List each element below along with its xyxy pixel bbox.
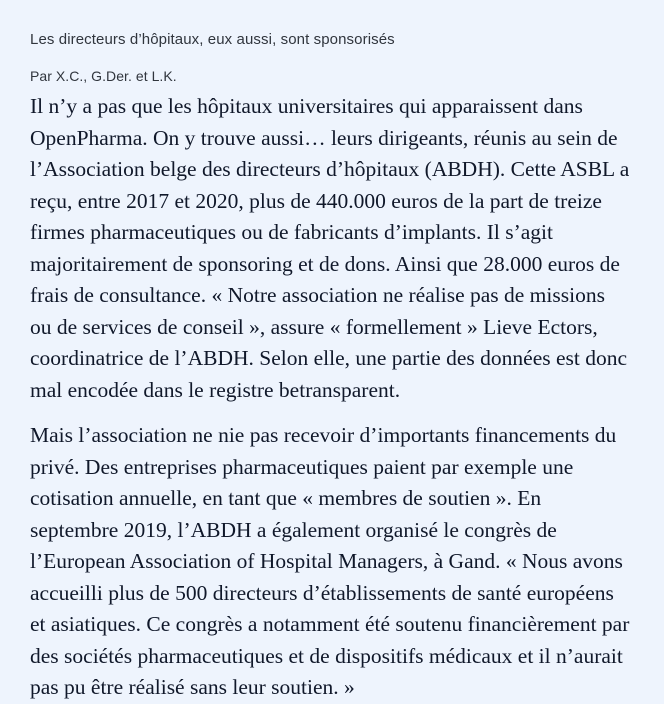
article-paragraph: Il n’y a pas que les hôpitaux universitaires qui apparaissent dans OpenPharma. On y trouve aussi… leurs dirigeants, réunis au sein de l’Association belge des directeurs d’hôpitaux (ABDH). Cette ASBL a reçu, entre 2017 et 2020, plus de 440.000 euros de la part de treize firmes pharmaceutiques ou de fabricants d’implants. Il s’agit majoritairement de sponsoring et de dons. Ainsi que 28.000 euros de frais de consultance. « Notre association ne réalise pas de missions ou de services de conseil », assure « formellement » Lieve Ectors, coordinatrice de l’ABDH. Selon elle, une partie des données est donc mal encodée dans le registre betransparent. <box>30 94 630 402</box>
article-title: Les directeurs d’hôpitaux, eux aussi, sont sponsorisés <box>30 31 395 48</box>
article-paragraph: Mais l’association ne nie pas recevoir d’importants financements du privé. Des entreprises pharmaceutiques paient par exemple une cotisation annuelle, en tant que « membres de soutien ». En septembre 2019, l’ABDH a également organisé le congrès de l’European Association of Hospital Managers, à Gand. « Nous avons accueilli plus de 500 directeurs d’établissements de santé européens et asiatiques. Ce congrès a notamment été soutenu financièrement par des sociétés pharmaceutiques et de dispositifs médicaux et il n’aurait pas pu être réalisé sans leur soutien. » <box>30 423 630 699</box>
article-body <box>30 91 630 704</box>
article-byline: Par X.C., G.Der. et L.K. <box>30 68 177 84</box>
